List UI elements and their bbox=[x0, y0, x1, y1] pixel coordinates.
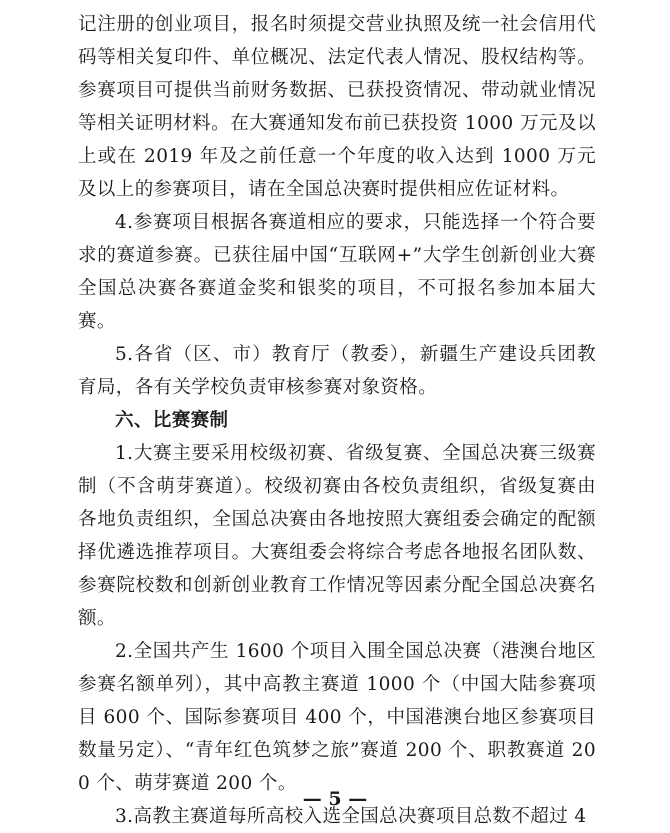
paragraph-item-5: 5.各省（区、市）教育厅（教委），新疆生产建设兵团教育局，各有关学校负责审核参赛对象资格。 bbox=[78, 344, 596, 398]
section-paragraph-1: 1.大赛主要采用校级初赛、省级复赛、全国总决赛三级赛制（不含萌芽赛道）。校级初赛由各校负责组织，省级复赛由各地负责组织，全国总决赛由各地按照大赛组委会确定的配额择优遴选推荐项目。大赛组委会将综合考虑各地报名团队数、参赛院校数和创新创业教育工作情况等因素分配全国总决赛名额。 bbox=[78, 443, 596, 629]
page-number: — 5 — bbox=[302, 788, 368, 810]
paragraph-item-4: 4.参赛项目根据各赛道相应的要求，只能选择一个符合要求的赛道参赛。已获往届中国“互联网+”大学生创新创业大赛全国总决赛各赛道金奖和银奖的项目，不可报名参加本届大赛。 bbox=[78, 212, 596, 332]
body-text bbox=[78, 8, 596, 833]
section-paragraph-3: 3.高教主赛道每所高校入选全国总决赛项目总数不超过 4 bbox=[115, 806, 587, 827]
paragraph-continued: 记注册的创业项目，报名时须提交营业执照及统一社会信用代码等相关复印件、单位概况、法定代表人情况、股权结构等。参赛项目可提供当前财务数据、已获投资情况、带动就业情况等相关证明材料。在大赛通知发布前已获投资 1000 万元及以上或在 2019 年及之前任意一个年度的收入达到 1000 万元及以上的参赛项目，请在全国总决赛时提供相应佐证材料。 bbox=[78, 14, 596, 200]
section-paragraph-2: 2.全国共产生 1600 个项目入围全国总决赛（港澳台地区参赛名额单列），其中高教主赛道 1000 个（中国大陆参赛项目 600 个、国际参赛项目 400 个，中国港澳台地区参赛项目数量另定）、“青年红色筑梦之旅”赛道 200 个、职教赛道 200 个、萌芽赛道 200 个。 bbox=[78, 641, 596, 794]
section-heading: 六、比赛赛制 bbox=[115, 410, 229, 431]
